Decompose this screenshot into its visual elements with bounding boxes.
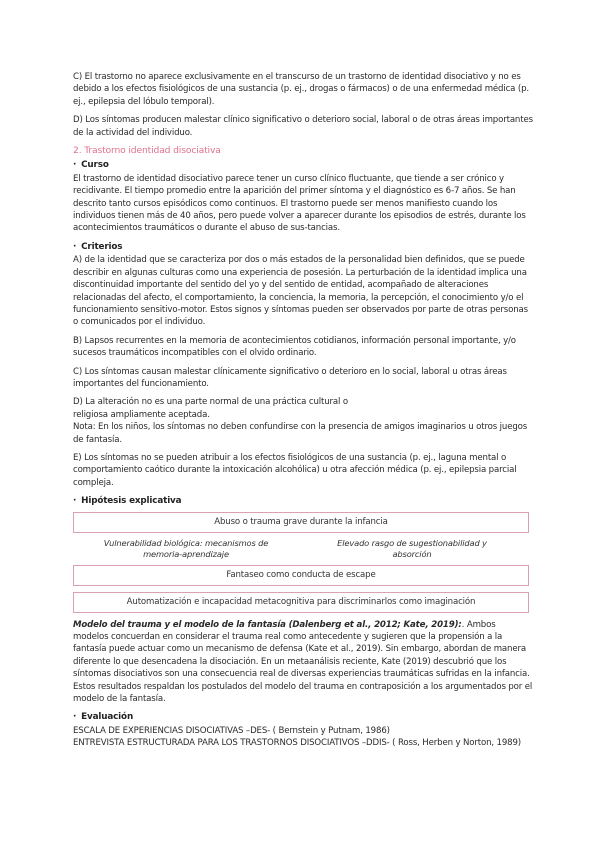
document-body <box>73 71 533 750</box>
model-title: Modelo del trauma y el modelo de la fantasía (Dalenberg et al., 2012; Kate, 2019): <box>73 619 462 630</box>
paragraph-criterion-c: C) El trastorno no aparece exclusivamente en el transcurso de un trastorno de identidad disociativo y no es debido a los efectos fisiológicos de una sustancia (p. ej., drogas o fármacos) o de una enfermedad médica (p. ej., epilepsia del lóbulo temporal). <box>73 72 529 107</box>
criterio-d-line-1: D) La alteración no es una parte normal de una práctica cultural o <box>73 397 348 408</box>
bullet-icon: · <box>73 496 77 507</box>
criterio-a: A) de la identidad que se caracteriza por dos o más estados de la personalidad bien definidos, que se puede describir en algunas culturas como una experiencia de posesión. La perturbación de la identidad implica una discontinuidad importante del sentido del yo y del sentido de entidad, acompañado de alteraciones relacionadas del afecto, el comportamiento, la conciencia, la memoria, la percepción, el conocimiento y/o el funcionamiento sensitivo-motor. Estos signos y síntomas pueden ser observados por parte de otras personas o comunicados por el individuo. <box>73 255 528 328</box>
criterio-e: E) Los síntomas no se pueden atribuir a los efectos fisiológicos de una sustancia (p. ej., laguna mental o comportamiento caótico durante la intoxicación alcohólica) u otra afección médica (p. ej., epilepsia parcial compleja. <box>73 452 517 488</box>
diagram-factor-vulnerability: Vulnerabilidad biológica: mecanismos de memoria-aprendizaje <box>103 537 269 559</box>
criterio-d <box>73 396 533 446</box>
bullet-icon: · <box>73 160 77 171</box>
paragraph-criterion-d: D) Los síntomas producen malestar clínico significativo o deterioro social, laboral o de otras áreas importantes de la actividad del individuo. <box>73 115 533 138</box>
model-paragraph <box>73 619 533 706</box>
evaluacion-heading <box>73 711 533 723</box>
diagram-box-automatizacion: Automatización e incapacidad metacognitiva para discriminarlos como imaginación <box>73 592 529 613</box>
diagram-box-trauma: Abuso o trauma grave durante la infancia <box>73 512 529 533</box>
hipotesis-heading <box>73 495 533 507</box>
bullet-icon: · <box>73 712 77 723</box>
model-text: . Ambos modelos concuerdan en considerar el trauma real como antecedente y sugieren que la propensión a la fantasía puede actuar como un mecanismo de defensa (Kate et al., 2019). Sin embargo, abordan de manera diferente lo que desencadena la disociación. En un metaanálisis reciente, Kate (2019) descubrió que los síntomas disociativos son una consecuencia real de diversas experiencias traumáticas sufridas en la infancia. Estos resultados respaldan los postulados del modelo del trauma en contraposición a los argumentados por el modelo de la fantasía. <box>73 619 533 705</box>
evaluacion-heading-label: Evaluación <box>81 712 134 723</box>
criterio-b: B) Lapsos recurrentes en la memoria de acontecimientos cotidianos, información personal importante, y/o sucesos traumáticos incompatibles con el olvido ordinario. <box>73 335 516 359</box>
curso-paragraph: El trastorno de identidad disociativo parece tener un curso clínico fluctuante, que tiende a ser crónico y recidivante. El tiempo promedio entre la aparición del primer síntoma y el diagnóstico es 6-7 años. Se han descrito tanto cursos episódicos como continuos. El trastorno puede ser menos manifiesto cuando los individuos tienen más de 40 años, pero puede volver a aparecer durante los episodios de estrés, durante los acontecimientos traumáticos o durante el abuso de sus-tancias. <box>73 173 526 234</box>
evaluacion-item-ddis: ENTREVISTA ESTRUCTURADA PARA LOS TRASTORNOS DISOCIATIVOS –DDIS- ( Ross, Herben y Norton, 1989) <box>73 738 522 749</box>
curso-heading <box>73 159 533 171</box>
diagram-factors-row <box>73 533 529 565</box>
criterio-d-line-2: religiosa ampliamente aceptada. <box>73 409 210 420</box>
evaluacion-item-des: ESCALA DE EXPERIENCIAS DISOCIATIVAS –DES- ( Bernstein y Putnam, 1986) <box>73 725 390 736</box>
criterios-heading-label: Criterios <box>81 241 123 252</box>
criterio-d-nota: Nota: En los niños, los síntomas no deben confundirse con la presencia de amigos imaginarios u otros juegos de fantasía. <box>73 422 528 445</box>
hipotesis-heading-label: Hipótesis explicativa <box>81 496 182 507</box>
diagram-box-fantaseo: Fantaseo como conducta de escape <box>73 565 529 586</box>
section-title: 2. Trastorno identidad disociativa <box>73 145 221 157</box>
curso-heading-label: Curso <box>81 160 109 171</box>
diagram-factor-suggestibility: Elevado rasgo de sugestionabilidad y absorción <box>337 537 487 559</box>
criterio-c: C) Los síntomas causan malestar clínicamente significativo o deterioro en lo social, laboral u otras áreas importantes del funcionamiento. <box>73 366 507 389</box>
bullet-icon: · <box>73 241 77 252</box>
hypothesis-diagram <box>73 512 529 613</box>
criterios-heading <box>73 241 533 253</box>
